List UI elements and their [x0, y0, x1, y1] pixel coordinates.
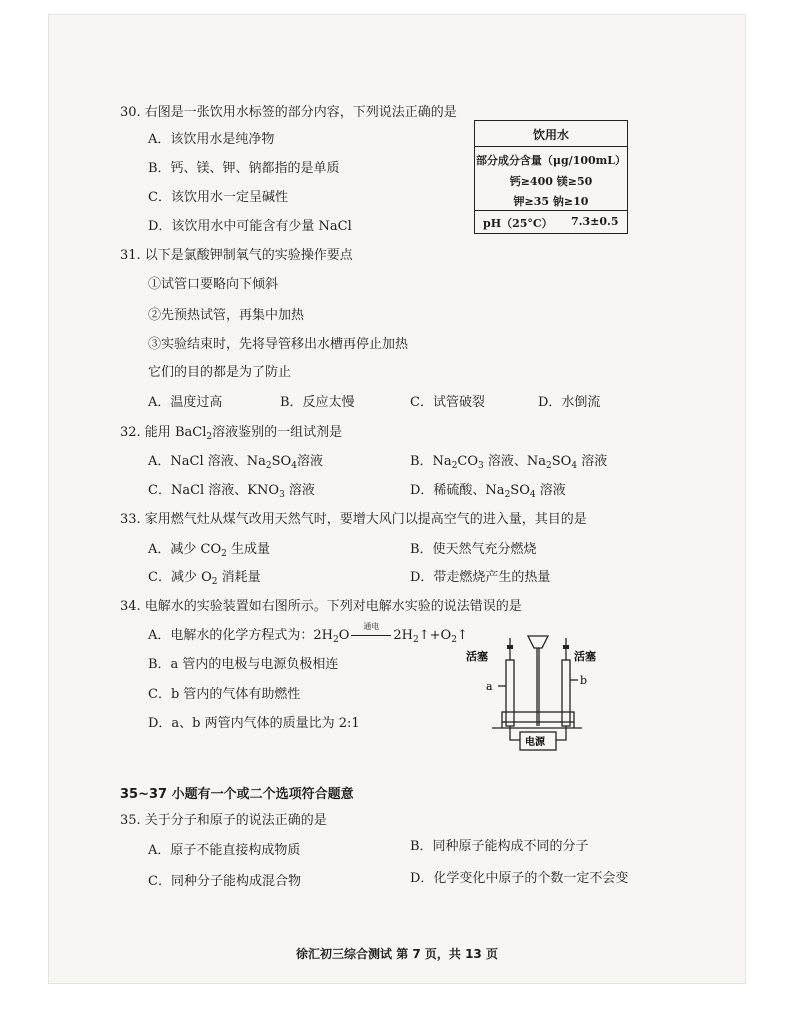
question-35-option-d: D．化学变化中原子的个数一定不会变: [410, 871, 629, 886]
question-31-point-2: ②先预热试管，再集中加热: [148, 308, 305, 323]
question-31-option-b: B．反应太慢: [280, 395, 355, 410]
question-34-option-d: D．a、b 两管内气体的质量比为 2:1: [148, 716, 360, 731]
question-34-option-b: B．a 管内的电极与电源负极相连: [148, 657, 339, 672]
page-footer: 徐汇初三综合测试 第 7 页，共 13 页: [296, 947, 498, 961]
question-32-option-a: A．NaCl 溶液、$Na_2SO_4$溶液: [148, 454, 323, 471]
left-valve-label: 活塞: [466, 650, 488, 663]
label-row-calcium-magnesium: 钙≥400 镁≥50: [509, 175, 593, 188]
label-title: 饮用水: [532, 128, 569, 142]
question-33-option-c: C．减少 $O_2$ 消耗量: [148, 570, 261, 587]
right-valve-label: 活塞: [574, 650, 596, 663]
electrolysis-apparatus-diagram: [462, 628, 612, 760]
question-34-stem: 34. 电解水的实验装置如右图所示。下列对电解水实验的说法错误的是: [120, 599, 522, 614]
label-subtitle: 部分成分含量（μg/100mL）: [475, 154, 627, 167]
question-30-option-b: B．钙、镁、钾、钠都指的是单质: [148, 161, 340, 176]
tube-b-label: b: [580, 674, 588, 687]
label-row-potassium-sodium: 钾≥35 钠≥10: [513, 195, 589, 208]
question-33-option-a: A．减少 $CO_2$ 生成量: [148, 542, 271, 559]
question-34-option-a: A．电解水的化学方程式为：$2H_2O$ 通电 $2H_2↑+O_2↑$: [148, 622, 468, 645]
question-33-option-d: D．带走燃烧产生的热量: [410, 570, 551, 585]
question-32-option-d: D．稀硫酸、$Na_2SO_4$ 溶液: [410, 483, 566, 500]
question-30-option-a: A．该饮用水是纯净物: [148, 132, 275, 147]
question-31-point-1: ①试管口要略向下倾斜: [148, 277, 279, 292]
label-ph-label: pH（25°C）: [483, 217, 553, 230]
question-35-option-a: A．原子不能直接构成物质: [148, 843, 301, 858]
power-supply-label: 电源: [525, 737, 545, 748]
question-34-option-c: C．b 管内的气体有助燃性: [148, 687, 301, 702]
question-35-option-c: C．同种分子能构成混合物: [148, 874, 301, 889]
question-30-option-d: D．该饮用水中可能含有少量 NaCl: [148, 219, 352, 234]
question-32-option-c: C．NaCl 溶液、$KNO_3$ 溶液: [148, 483, 315, 500]
question-31-option-c: C．试管破裂: [410, 395, 485, 410]
question-32-stem: 32. 能用 BaCl$_2$溶液鉴别的一组试剂是: [120, 425, 343, 442]
question-31-option-d: D．水倒流: [538, 395, 601, 410]
question-31-option-a: A．温度过高: [148, 395, 223, 410]
section-header-35-37: 35~37 小题有一个或二个选项符合题意: [120, 787, 354, 802]
water-label-table: [474, 120, 628, 234]
question-32-option-b: B．$Na_2CO_3$ 溶液、$Na_2SO_4$ 溶液: [410, 454, 608, 471]
label-ph-value: 7.3±0.5: [571, 215, 619, 228]
question-33-stem: 33. 家用燃气灶从煤气改用天然气时，要增大风门以提高空气的进入量，其目的是: [120, 512, 587, 527]
question-35-option-b: B．同种原子能构成不同的分子: [410, 839, 589, 854]
question-30-stem: 30. 右图是一张饮用水标签的部分内容，下列说法正确的是: [120, 105, 457, 120]
question-30-option-c: C．该饮用水一定呈碱性: [148, 190, 288, 205]
question-33-option-b: B．使天然气充分燃烧: [410, 542, 537, 557]
question-31-point-3: ③实验结束时，先将导管移出水槽再停止加热: [148, 337, 409, 352]
tube-a-label: a: [486, 680, 493, 693]
question-35-stem: 35. 关于分子和原子的说法正确的是: [120, 813, 327, 828]
question-31-point-4: 它们的目的都是为了防止: [148, 365, 292, 380]
question-31-stem: 31. 以下是氯酸钾制氧气的实验操作要点: [120, 248, 353, 263]
